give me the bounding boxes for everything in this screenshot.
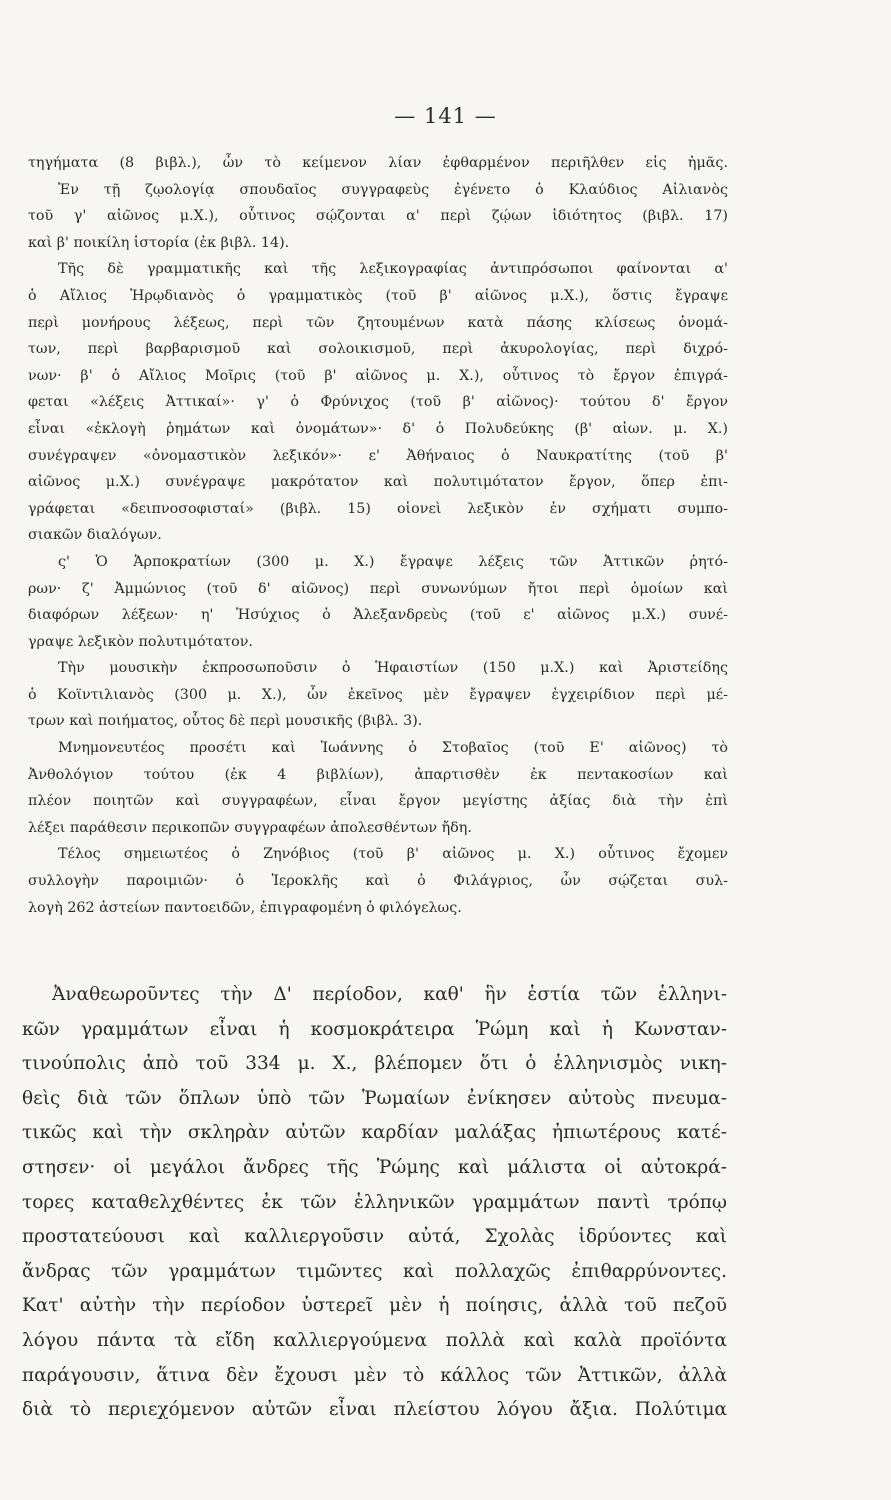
text-line: τοῦ γ' αἰῶνος μ.Χ.), οὗτινος σῴζονται α' περὶ ζῴων ἰδιότητος (βιβλ. 17) (28, 208, 728, 225)
page-number: — 141 — (394, 104, 497, 128)
text-line: Κατ' αὐτὴν τὴν περίοδον ὑστερεῖ μὲν ἡ ποίησις, ἀλλὰ τοῦ πεζοῦ (22, 1295, 727, 1317)
body-text-small (28, 150, 728, 921)
text-line: νων· β' ὁ Αἴλιος Μοῖρις (τοῦ β' αἰῶνος μ. Χ.), οὗτινος τὸ ἔργον ἐπιγρά- (28, 367, 728, 384)
text-line: Ἀναθεωροῦντες τὴν Δ' περίοδον, καθ' ἣν ἑστία τῶν ἑλληνι- (52, 984, 727, 1005)
text-line: Τῆς δὲ γραμματικῆς καὶ τῆς λεξικογραφίας ἀντιπρόσωποι φαίνονται α' (58, 261, 728, 278)
text-line: θεὶς διὰ τῶν ὅπλων ὑπὸ τῶν Ῥωμαίων ἐνίκησεν αὐτοὺς πνευμα- (22, 1087, 727, 1109)
text-line: γραψε λεξικὸν πολυτιμότατον. (28, 633, 253, 650)
text-line: λέξει παράθεσιν περικοπῶν συγγραφέων ἀπολεσθέντων ἤδη. (28, 819, 472, 836)
text-line: προστατεύουσι καὶ καλλιεργοῦσιν αὐτά, Σχολὰς ἱδρύοντες καὶ (22, 1226, 727, 1248)
text-line: ὁ Κοϊντιλιανὸς (300 μ. Χ.), ὧν ἐκεῖνος μὲν ἔγραψεν ἐγχειρίδιον περὶ μέ- (28, 686, 728, 703)
text-line: ὁ Αἴλιος Ἡρῳδιανὸς ὁ γραμματικὸς (τοῦ β' αἰῶνος μ.Χ.), ὅστις ἔγραψε (28, 287, 728, 304)
text-line: συνέγραψεν «ὀνομαστικὸν λεξικόν»· ε' Ἀθήναιος ὁ Ναυκρατίτης (τοῦ β' (28, 447, 728, 464)
text-line: διὰ τὸ περιεχόμενον αὐτῶν εἶναι πλείστου λόγου ἄξια. Πολύτιμα (22, 1399, 727, 1421)
text-line: πλέον ποιητῶν καὶ συγγραφέων, εἶναι ἔργον μεγίστης ἀξίας διὰ τὴν ἐπὶ (28, 793, 728, 810)
text-line: ἄνδρας τῶν γραμμάτων τιμῶντες καὶ πολλαχῶς ἐπιθαρρύνοντες. (22, 1260, 727, 1282)
text-line: κῶν γραμμάτων εἶναι ἡ κοσμοκράτειρα Ῥώμη καὶ ἡ Κωνσταν- (22, 1018, 727, 1040)
text-line: τινούπολις ἀπὸ τοῦ 334 μ. Χ., βλέπομεν ὅτι ὁ ἑλληνισμὸς νικη- (22, 1053, 727, 1075)
text-line: λογὴ 262 ἀστείων παντοειδῶν, ἐπιγραφομένη ὁ φιλόγελως. (28, 899, 462, 916)
text-line: τικῶς καὶ τὴν σκληρὰν αὐτῶν καρδίαν μαλάξας ἠπιωτέρους κατέ- (22, 1122, 727, 1144)
text-line: παράγουσιν, ἅτινα δὲν ἔχουσι μὲν τὸ κάλλος τῶν Ἀττικῶν, ἀλλὰ (22, 1364, 727, 1386)
text-line: αἰῶνος μ.Χ.) συνέγραψε μακρότατον καὶ πολυτιμότατον ἔργον, ὅπερ ἐπι- (28, 474, 728, 491)
text-line: συλλογὴν παροιμιῶν· ὁ Ἱεροκλῆς καὶ ὁ Φιλάγριος, ὧν σῴζεται συλ- (28, 873, 728, 890)
text-line: στησεν· οἱ μεγάλοι ἄνδρες τῆς Ῥώμης καὶ μάλιστα οἱ αὐτοκρά- (22, 1156, 727, 1178)
text-line: ρων· ζ' Ἀμμώνιος (τοῦ δ' αἰῶνος) περὶ συνωνύμων ἤτοι περὶ ὁμοίων καὶ (28, 580, 728, 597)
text-line: των, περὶ βαρβαρισμοῦ καὶ σολοικισμοῦ, περὶ ἀκυρολογίας, περὶ διχρό- (28, 341, 728, 358)
text-line: φεται «λέξεις Ἀττικαί»· γ' ὁ Φρύνιχος (τοῦ β' αἰῶνος)· τούτου δ' ἔργον (28, 394, 728, 411)
text-line: Τὴν μουσικὴν ἐκπροσωποῦσιν ὁ Ἡφαιστίων (150 μ.Χ.) καὶ Ἀριστείδης (58, 660, 728, 677)
text-line: εἶναι «ἐκλογὴ ῥημάτων καὶ ὀνομάτων»· δ' ὁ Πολυδεύκης (β' αἰων. μ. Χ.) (28, 420, 728, 437)
text-line: ς' Ὁ Ἁρποκρατίων (300 μ. Χ.) ἔγραψε λέξεις τῶν Ἀττικῶν ῥητό- (58, 553, 728, 570)
text-line: Ἀνθολόγιον τούτου (ἐκ 4 βιβλίων), ἀπαρτισθὲν ἐκ πεντακοσίων καὶ (28, 766, 728, 783)
body-text-large (22, 978, 727, 1428)
text-line: τηγήματα (8 βιβλ.), ὧν τὸ κείμενον λίαν ἐφθαρμένον περιῆλθεν εἰς ἡμᾶς. (28, 155, 728, 171)
text-line: σιακῶν διαλόγων. (28, 527, 162, 544)
text-line: περὶ μονήρους λέξεως, περὶ τῶν ζητουμένων κατὰ πάσης κλίσεως ὀνομά- (28, 314, 728, 331)
text-line: Ἐν τῇ ζῳολογίᾳ σπουδαῖος συγγραφεὺς ἐγένετο ὁ Κλαύδιος Αἰλιανὸς (58, 181, 728, 198)
text-line: Μνημονευτέος προσέτι καὶ Ἰωάννης ὁ Στοβαῖος (τοῦ Ε' αἰῶνος) τὸ (58, 740, 728, 757)
text-line: τορες καταθελχθέντες ἐκ τῶν ἑλληνικῶν γραμμάτων παντὶ τρόπῳ (22, 1191, 727, 1213)
text-line: διαφόρων λέξεων· η' Ἡσύχιος ὁ Ἀλεξανδρεὺς (τοῦ ε' αἰῶνος μ.Χ.) συνέ- (28, 607, 728, 624)
text-line: τρων καὶ ποιήματος, οὗτος δὲ περὶ μουσικῆς (βιβλ. 3). (28, 713, 423, 730)
text-line: γράφεται «δειπνοσοφισταί» (βιβλ. 15) οἱονεὶ λεξικὸν ἐν σχήματι συμπο- (28, 500, 728, 517)
text-line: λόγου πάντα τὰ εἴδη καλλιεργούμενα πολλὰ καὶ καλὰ προϊόντα (22, 1329, 727, 1351)
text-line: Τέλος σημειωτέος ὁ Ζηνόβιος (τοῦ β' αἰῶνος μ. Χ.) οὗτινος ἔχομεν (58, 846, 728, 863)
text-line: καὶ β' ποικίλη ἱστορία (ἐκ βιβλ. 14). (28, 234, 290, 251)
